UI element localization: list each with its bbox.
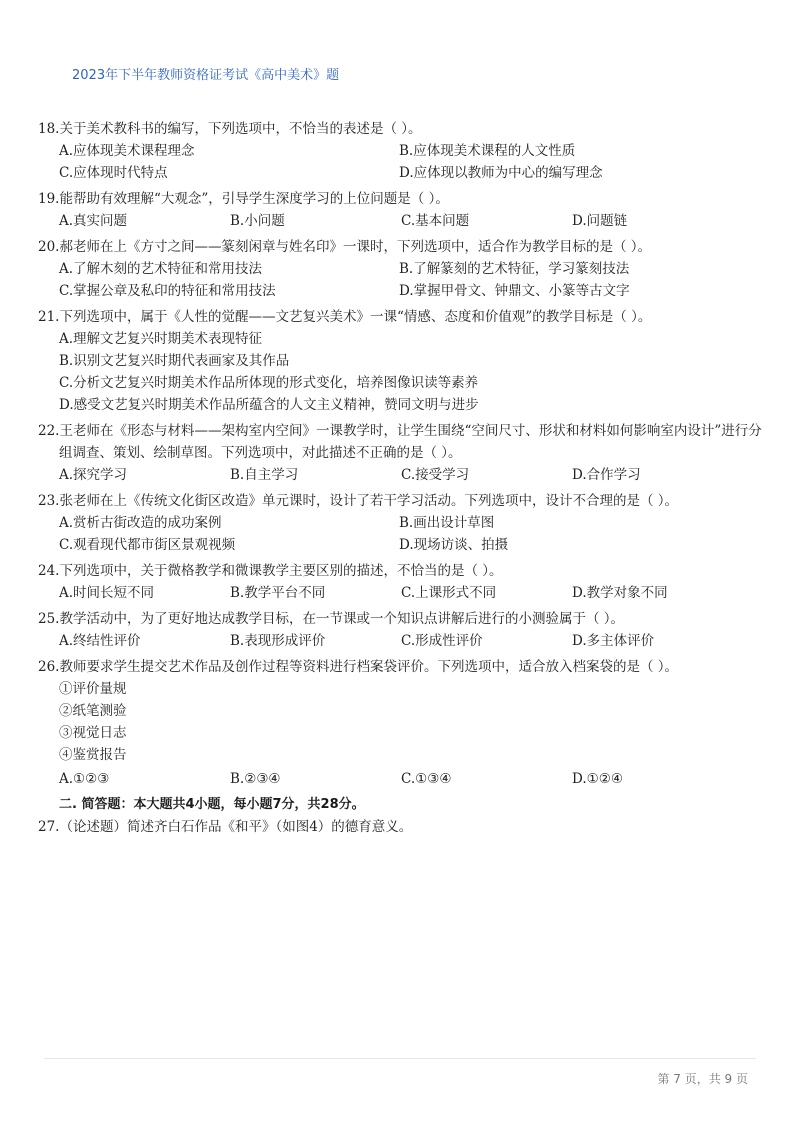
option-b: B.画出设计草图 [399, 515, 495, 531]
question-21-stem: 21.下列选项中，属于《人性的觉醒——文艺复兴美术》一课“情感、态度和价值观”的教学目标是（ ）。 [38, 309, 652, 325]
option-a: A.理解文艺复兴时期美术表现特征 [59, 331, 263, 347]
option-c: C.观看现代都市街区景观视频 [59, 537, 236, 553]
option-c: C.基本问题 [401, 213, 470, 229]
option-a: A.赏析古街改造的成功案例 [59, 515, 222, 531]
option-d: D.掌握甲骨文、钟鼎文、小篆等古文字 [399, 283, 630, 299]
option-b: B.应体现美术课程的人文性质 [399, 143, 576, 159]
question-26-stem: 26.教师要求学生提交艺术作品及创作过程等资料进行档案袋评价。下列选项中，适合放入档案袋的是（ ）。 [38, 659, 679, 675]
question-25-options [59, 630, 762, 652]
option-c: C.应体现时代特点 [59, 165, 168, 181]
option-c: C.掌握公章及私印的特征和常用技法 [59, 283, 276, 299]
option-a: A.探究学习 [59, 467, 128, 483]
question-22-options [59, 464, 762, 486]
option-c: C.上课形式不同 [401, 585, 497, 601]
question-18-options [59, 140, 762, 184]
question-19-options [59, 210, 762, 232]
question-25-stem: 25.教学活动中，为了更好地达成教学目标，在一节课或一个知识点讲解后进行的小测验属于（ ）。 [38, 611, 625, 627]
question-21-options [59, 328, 762, 416]
option-d: D.感受文艺复兴时期美术作品所蕴含的人文主义精神，赞同文明与进步 [59, 397, 479, 413]
question-22-stem: 22.王老师在《形态与材料——架构室内空间》一课教学时，让学生围绕“空间尺寸、形状和材料如何影响室内设计”进行分组调查、策划、绘制草图。下列选项中，对此描述不正确的是（ ）。 [38, 423, 762, 461]
option-a: A.应体现美术课程理念 [59, 143, 195, 159]
option-a: A.时间长短不同 [59, 585, 155, 601]
option-d: D.合作学习 [572, 467, 641, 483]
question-27-stem: 27.（论述题）简述齐白石作品《和平》（如图4）的德育意义。 [38, 819, 413, 835]
question-24-options [59, 582, 762, 604]
item-3: ③视觉日志 [59, 725, 127, 741]
question-19-stem: 19.能帮助有效理解“大观念”，引导学生深度学习的上位问题是（ ）。 [38, 191, 449, 207]
option-a: A.①②③ [59, 771, 110, 787]
option-d: D.教学对象不同 [572, 585, 668, 601]
item-4: ④鉴赏报告 [59, 747, 127, 763]
question-20-stem: 20.郝老师在上《方寸之间——篆刻闲章与姓名印》一课时，下列选项中，适合作为教学目标的是（ ）。 [38, 239, 652, 255]
option-b: B.教学平台不同 [230, 585, 326, 601]
item-1: ①评价量规 [59, 681, 127, 697]
document-header: 2023年下半年教师资格证考试《高中美术》题 [72, 68, 340, 83]
option-a: A.了解木刻的艺术特征和常用技法 [59, 261, 263, 277]
question-list [38, 118, 762, 838]
question-24-stem: 24.下列选项中，关于微格教学和微课教学主要区别的描述，不恰当的是（ ）。 [38, 563, 503, 579]
option-b: B.识别文艺复兴时期代表画家及其作品 [59, 353, 290, 369]
question-23-stem: 23.张老师在上《传统文化街区改造》单元课时，设计了若干学习活动。下列选项中，设计不合理的是（ ）。 [38, 493, 679, 509]
option-d: D.①②④ [572, 771, 623, 787]
option-b: B.②③④ [230, 771, 281, 787]
question-26-items [59, 678, 762, 766]
option-a: A.真实问题 [59, 213, 128, 229]
page-number: 第 7 页，共 9 页 [657, 1072, 748, 1086]
option-d: D.应体现以教师为中心的编写理念 [399, 165, 603, 181]
option-b: B.了解篆刻的艺术特征，学习篆刻技法 [399, 261, 630, 277]
question-20-options [59, 258, 762, 302]
option-c: C.形成性评价 [401, 633, 483, 649]
option-b: B.小问题 [230, 213, 285, 229]
option-c: C.接受学习 [401, 467, 470, 483]
option-c: C.分析文艺复兴时期美术作品所体现的形式变化，培养图像识读等素养 [59, 375, 479, 391]
question-23-options [59, 512, 762, 556]
question-18-stem: 18.关于美术教科书的编写，下列选项中，不恰当的表述是（ ）。 [38, 121, 422, 137]
section-heading: 二. 简答题：本大题共4小题，每小题7分，共28分。 [59, 797, 365, 812]
option-c: C.①③④ [401, 771, 452, 787]
item-2: ②纸笔测验 [59, 703, 127, 719]
footer-divider [44, 1058, 756, 1059]
option-d: D.多主体评价 [572, 633, 655, 649]
option-b: B.表现形成评价 [230, 633, 326, 649]
option-d: D.问题链 [572, 213, 628, 229]
question-26-options [59, 768, 762, 790]
option-b: B.自主学习 [230, 467, 299, 483]
option-a: A.终结性评价 [59, 633, 141, 649]
option-d: D.现场访谈、拍摄 [399, 537, 509, 553]
